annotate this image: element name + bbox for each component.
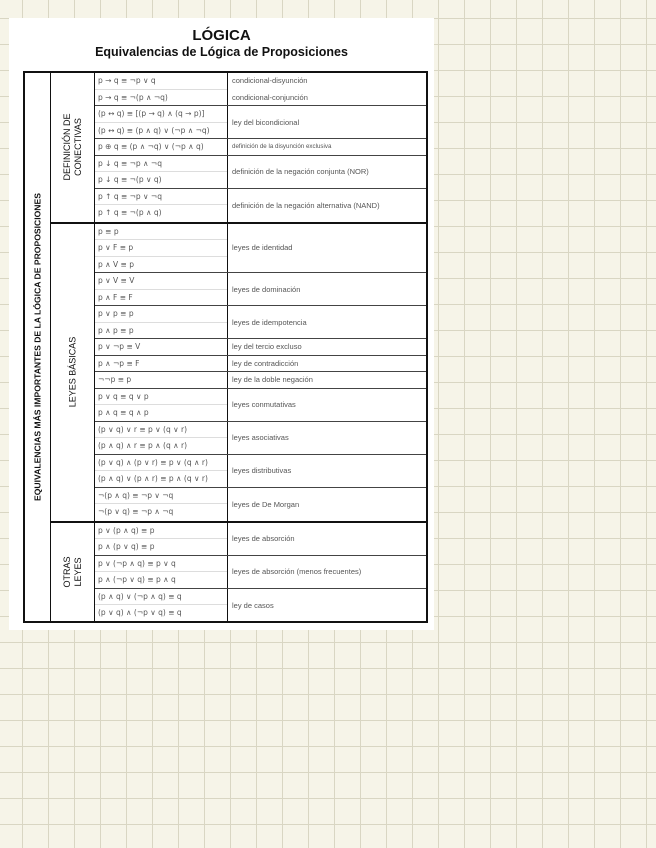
table-row bbox=[95, 372, 426, 389]
formula: p ∨ ¬p ≡ V bbox=[98, 342, 141, 351]
formula-cell bbox=[95, 339, 228, 355]
table-row bbox=[95, 156, 426, 189]
formula: (p ↔ q) ≡ [(p → q) ∧ (q → p)] bbox=[95, 106, 227, 123]
formula-cell bbox=[95, 306, 228, 338]
description: condicional-conjunción bbox=[232, 92, 308, 102]
description: leyes asociativas bbox=[232, 433, 289, 442]
description: leyes de absorción bbox=[232, 534, 295, 543]
side-label: EQUIVALENCIAS MÁS IMPORTANTES DE LA LÓGICA DE PROPOSICIONES bbox=[32, 193, 42, 501]
description: ley del bicondicional bbox=[232, 117, 300, 127]
formula-cell bbox=[95, 372, 228, 388]
description: leyes de absorción (menos frecuentes) bbox=[232, 567, 362, 576]
formula: p ∨ (¬p ∧ q) ≡ p ∨ q bbox=[95, 556, 227, 573]
formula-cell bbox=[95, 523, 228, 555]
formula: p ∧ V ≡ p bbox=[98, 259, 134, 269]
formula: p → q ≡ ¬p ∨ q bbox=[95, 73, 227, 90]
formula: p ∧ ¬p ≡ F bbox=[98, 358, 140, 368]
group-0 bbox=[51, 73, 426, 224]
formula-cell bbox=[95, 455, 228, 487]
formula: p ∨ p ≡ p bbox=[95, 306, 227, 323]
formula-cell bbox=[95, 422, 228, 454]
formula-cell bbox=[95, 273, 228, 305]
formula: p ↑ q ≡ ¬p ∨ ¬q bbox=[95, 189, 227, 206]
formula: p ↓ q ≡ ¬p ∧ ¬q bbox=[95, 156, 227, 173]
formula: p ∧ q ≡ q ∧ p bbox=[98, 408, 149, 417]
group-2 bbox=[51, 523, 426, 622]
formula-cell bbox=[95, 224, 228, 273]
group-label: LEYES BÁSICAS bbox=[67, 336, 77, 408]
table-row bbox=[95, 224, 426, 274]
formula-cell bbox=[95, 389, 228, 421]
group-label-column bbox=[51, 73, 95, 222]
formula: p ∨ (p ∧ q) ≡ p bbox=[95, 523, 227, 540]
formula: (p ↔ q) ≡ (p ∧ q) ∨ (¬p ∧ ¬q) bbox=[98, 125, 210, 135]
table-row bbox=[95, 356, 426, 373]
formula: p ∧ p ≡ p bbox=[98, 325, 134, 335]
description: leyes de dominación bbox=[232, 284, 301, 294]
formula: (p ∨ q) ∨ r ≡ p ∨ (q ∨ r) bbox=[95, 422, 227, 439]
group-label: DEFINICIÓN DE CONECTIVAS bbox=[61, 113, 83, 181]
formula: p ∨ F ≡ p bbox=[95, 240, 227, 257]
equivalences-table bbox=[23, 71, 428, 623]
formula: p ≡ p bbox=[95, 224, 227, 241]
table-row bbox=[95, 73, 426, 106]
group-1 bbox=[51, 224, 426, 523]
page-title: LÓGICA bbox=[192, 27, 251, 44]
formula-cell bbox=[95, 73, 228, 105]
description: leyes distributivas bbox=[232, 466, 292, 475]
formula: p ↑ q ≡ ¬(p ∧ q) bbox=[98, 208, 162, 217]
description-cell bbox=[228, 73, 426, 105]
group-label: OTRAS LEYES bbox=[61, 556, 83, 588]
formula-cell bbox=[95, 106, 228, 138]
formula: p ∧ F ≡ F bbox=[98, 292, 133, 302]
formula-cell bbox=[95, 556, 228, 588]
table-row bbox=[95, 306, 426, 339]
description: leyes conmutativas bbox=[232, 400, 296, 409]
formula: (p ∧ q) ∨ (p ∧ r) ≡ p ∧ (q ∨ r) bbox=[98, 474, 208, 483]
description: ley de la doble negación bbox=[232, 375, 313, 385]
formula: ¬(p ∨ q) ≡ ¬p ∧ ¬q bbox=[98, 507, 174, 516]
formula: ¬¬p ≡ p bbox=[98, 375, 132, 384]
formula: p ∧ (p ∨ q) ≡ p bbox=[98, 542, 155, 551]
formula: ¬(p ∧ q) ≡ ¬p ∨ ¬q bbox=[95, 488, 227, 505]
description: ley de casos bbox=[232, 600, 274, 610]
side-label-column bbox=[25, 73, 51, 621]
group-label-column bbox=[51, 523, 95, 622]
formula-cell bbox=[95, 356, 228, 372]
formula-cell bbox=[95, 589, 228, 622]
formula: (p ∨ q) ∧ (p ∨ r) ≡ p ∨ (q ∧ r) bbox=[95, 455, 227, 472]
document-page bbox=[9, 18, 434, 630]
formula: p ∨ q ≡ q ∨ p bbox=[95, 389, 227, 406]
formula: (p ∧ q) ∨ (¬p ∧ q) ≡ q bbox=[95, 589, 227, 606]
table-row bbox=[95, 139, 426, 156]
page-subtitle: Equivalencias de Lógica de Proposiciones bbox=[95, 45, 348, 59]
formula: p → q ≡ ¬(p ∧ ¬q) bbox=[98, 92, 168, 102]
table-row bbox=[95, 189, 426, 222]
group-label-column bbox=[51, 224, 95, 521]
table-row bbox=[95, 589, 426, 622]
table-row bbox=[95, 389, 426, 422]
description: definición de la disyunción exclusiva bbox=[232, 143, 332, 151]
table-row bbox=[95, 422, 426, 455]
formula: p ∧ (¬p ∨ q) ≡ p ∧ q bbox=[98, 575, 176, 584]
description: ley de contradicción bbox=[232, 358, 299, 368]
formula-cell bbox=[95, 488, 228, 521]
table-row bbox=[95, 273, 426, 306]
description: ley del tercio excluso bbox=[232, 342, 302, 352]
table-row bbox=[95, 523, 426, 556]
table-row bbox=[95, 488, 426, 521]
description: leyes de De Morgan bbox=[232, 499, 300, 509]
table-row bbox=[95, 556, 426, 589]
table-row bbox=[95, 106, 426, 139]
description: definición de la negación alternativa (NAND) bbox=[232, 200, 380, 210]
formula: p ⊕ q ≡ (p ∧ ¬q) ∨ (¬p ∧ q) bbox=[98, 142, 204, 151]
description: leyes de identidad bbox=[232, 243, 293, 253]
formula: p ↓ q ≡ ¬(p ∨ q) bbox=[98, 175, 162, 184]
table-row bbox=[95, 339, 426, 356]
table-row bbox=[95, 455, 426, 488]
formula: (p ∨ q) ∧ (¬p ∨ q) ≡ q bbox=[98, 608, 182, 617]
formula-cell bbox=[95, 139, 228, 155]
description: definición de la negación conjunta (NOR) bbox=[232, 167, 369, 176]
formula: (p ∧ q) ∧ r ≡ p ∧ (q ∧ r) bbox=[98, 441, 187, 450]
formula-cell bbox=[95, 156, 228, 188]
description: condicional-disyunción bbox=[232, 76, 308, 85]
formula: p ∨ V ≡ V bbox=[95, 273, 227, 290]
description: leyes de idempotencia bbox=[232, 317, 307, 327]
formula-cell bbox=[95, 189, 228, 222]
